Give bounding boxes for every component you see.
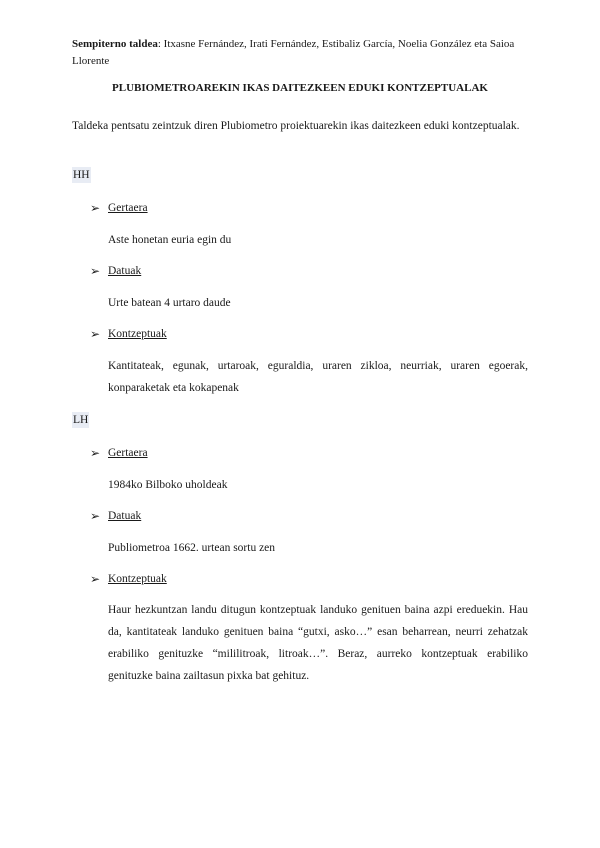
section-label-hh: HH xyxy=(73,169,90,181)
page-title: PLUBIOMETROAREKIN IKAS DAITEZKEEN EDUKI KONTZEPTUALAK xyxy=(112,82,488,94)
bullet-label: Gertaera xyxy=(108,202,148,214)
section-label-lh: LH xyxy=(73,414,89,426)
author-list: : Itxasne Fernández, Irati Fernández, Estibaliz García, Noelia González eta Saioa Llorente xyxy=(72,38,515,67)
bullet-label: Datuak xyxy=(108,265,142,277)
group-name: Sempiterno taldea xyxy=(72,38,158,50)
bullet-item xyxy=(90,201,148,215)
arrowhead-bullet-icon: ➢ xyxy=(90,264,101,278)
arrowhead-bullet-icon: ➢ xyxy=(90,509,101,523)
arrowhead-bullet-icon: ➢ xyxy=(90,446,101,460)
bullet-text: Urte batean 4 urtaro daude xyxy=(108,297,231,309)
bullet-label: Datuak xyxy=(108,510,142,522)
bullet-label: Gertaera xyxy=(108,447,148,459)
bullet-item xyxy=(90,446,148,460)
bullet-label: Kontzeptuak xyxy=(108,573,167,585)
bullet-item xyxy=(90,509,141,523)
bullet-item xyxy=(90,572,167,586)
intro-paragraph: Taldeka pentsatu zeintzuk diren Plubiometro proiektuarekin ikas daitezkeen eduki kontzeptualak. xyxy=(72,120,520,132)
arrowhead-bullet-icon: ➢ xyxy=(90,572,101,586)
bullet-label: Kontzeptuak xyxy=(108,328,167,340)
authors-line xyxy=(72,36,532,70)
bullet-text: 1984ko Bilboko uholdeak xyxy=(108,479,228,491)
bullet-item xyxy=(90,327,167,341)
bullet-text: Aste honetan euria egin du xyxy=(108,234,232,246)
arrowhead-bullet-icon: ➢ xyxy=(90,201,101,215)
bullet-text: Kantitateak, egunak, urtaroak, eguraldia, uraren zikloa, neurriak, uraren egoerak, konparaketak eta kokapenak xyxy=(108,360,528,394)
arrowhead-bullet-icon: ➢ xyxy=(90,327,101,341)
bullet-text: Publiometroa 1662. urtean sortu zen xyxy=(108,542,276,554)
bullet-text: Haur hezkuntzan landu ditugun kontzeptuak landuko genituen baina azpi ereduekin. Hau da, kantitateak landuko genituen baina “gutxi, asko…” esan beharrean, neurri zehatzak erabiliko genituzke “mililitroak, litroak…”. Beraz, aurreko kontzeptuak erabiliko genituzke baina zailtasun pixka bat gehituz. xyxy=(108,604,528,682)
bullet-item xyxy=(90,264,141,278)
